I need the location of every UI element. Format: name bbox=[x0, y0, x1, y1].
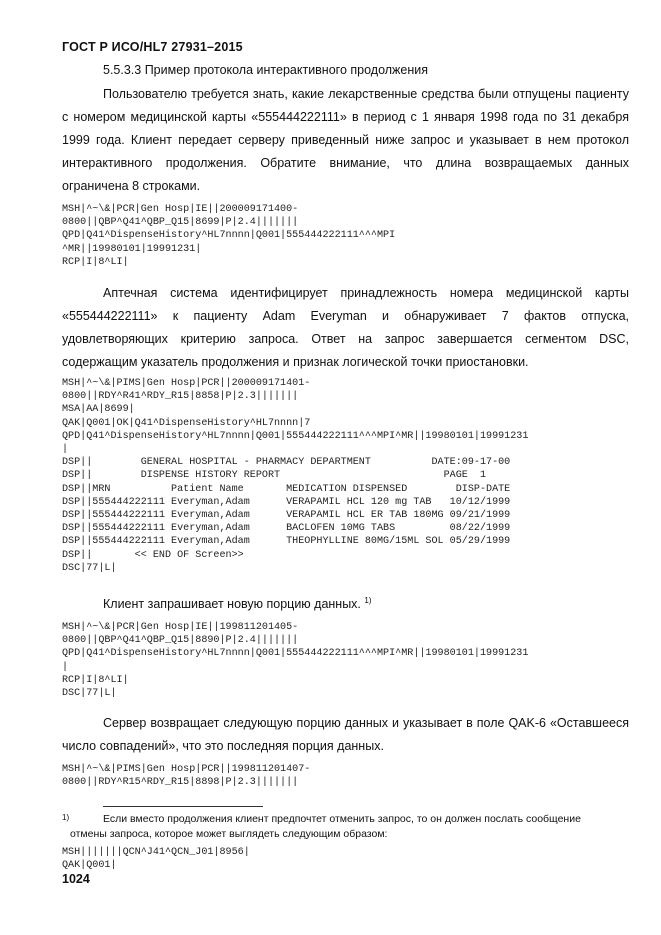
client-request-text: Клиент запрашивает новую порцию данных. bbox=[103, 597, 361, 612]
paragraph-client-request-more bbox=[103, 596, 372, 611]
footnote-line-2: отмены запроса, которое может выглядеть следующим образом: bbox=[70, 828, 388, 840]
code-query-message: MSH|^~\&|PCR|Gen Hosp|IE||200009171400- 0800||QBP^Q41^QBP_Q15|8699|P|2.4||||||| QPD|Q41^DispenseHistory^HL7nnnn|Q001|555444222111^^^MPI ^MR||19980101|19991231| RCP|I|8^LI| bbox=[62, 204, 396, 268]
paragraph-server-final: Сервер возвращает следующую порцию данных и указывает в поле QAK-6 «Оставшееся число совпадений», что это последняя порция данных. bbox=[62, 716, 629, 753]
code-final-response: MSH|^~\&|PIMS|Gen Hosp|PCR||199811201407- 0800||RDY^R15^RDY_R15|8898|P|2.3||||||| bbox=[62, 764, 311, 789]
footnote-mark: 1) bbox=[62, 813, 70, 822]
document-header: ГОСТ Р ИСО/HL7 27931–2015 bbox=[62, 40, 243, 54]
footnote-separator bbox=[103, 806, 263, 807]
code-response-message: MSH|^~\&|PIMS|Gen Hosp|PCR||200009171401- 0800||RDY^R41^RDY_R15|8858|P|2.3||||||| MSA|AA|8699| QAK|Q001|OK|Q41^DispenseHistory^HL7nnnn|7 QPD|Q41^DispenseHistory^HL7nnnn|Q001|555444222111^^^MPI^MR||19980101|19991231 | DSP|| GENERAL HOSPITAL - PHARMACY DEPARTMENT DATE:09-17-00 DSP|| DISPENSE HISTORY REPORT PAGE 1 DSP||MRN Patient Name MEDICATION DISPENSED DISP-DATE DSP||555444222111 Everyman,Adam VERAPAMIL HCL 120 mg TAB 10/12/1999 DSP||555444222111 Everyman,Adam VERAPAMIL HCL ER TAB 180MG 09/21/1999 DSP||555444222111 Everyman,Adam BACLOFEN 10MG TABS 08/22/1999 DSP||555444222111 Everyman,Adam THEOPHYLLINE 80MG/15ML SOL 05/29/1999 DSP|| << END OF Screen>> DSC|77|L| bbox=[62, 378, 529, 574]
footnote-reference: 1) bbox=[364, 596, 372, 605]
code-continuation-query: MSH|^~\&|PCR|Gen Hosp|IE||199811201405- 0800||QBP^Q41^QBP_Q15|8890|P|2.4||||||| QPD|Q41^DispenseHistory^HL7nnnn|Q001|555444222111^^^MPI^MR||19980101|19991231 | RCP|I|8^LI| DSC|77|L| bbox=[62, 622, 529, 700]
section-heading: 5.5.3.3 Пример протокола интерактивного продолжения bbox=[103, 63, 429, 77]
page-number: 1024 bbox=[62, 872, 90, 886]
footnote bbox=[62, 812, 629, 842]
footnote-line-1: Если вместо продолжения клиент предпочтет отменить запрос, то он должен послать сообщение bbox=[103, 813, 581, 825]
paragraph-user-request: Пользователю требуется знать, какие лекарственные средства были отпущены пациенту с номером медицинской карты «555444222111» в период с 1 января 1998 года по 31 декабря 1999 года. Клиент передает серверу приведенный ниже запрос и указывает в нем протокол интерактивного продолжения. Обратите внимание, что длина возвращаемых данных ограничена 8 строками. bbox=[62, 87, 629, 193]
paragraph-pharmacy-response: Аптечная система идентифицирует принадлежность номера медицинской карты «555444222111» к пациенту Adam Everyman и обнаруживает 7 фактов отпуска, удовлетворяющих критерию запроса. Ответ на запрос завершается сегментом DSC, содержащим указатель продолжения и признак логической точки приостановки. bbox=[62, 286, 629, 369]
code-footnote-cancel: MSH|||||||QCN^J41^QCN_J01|8956| QAK|Q001| bbox=[62, 847, 250, 872]
